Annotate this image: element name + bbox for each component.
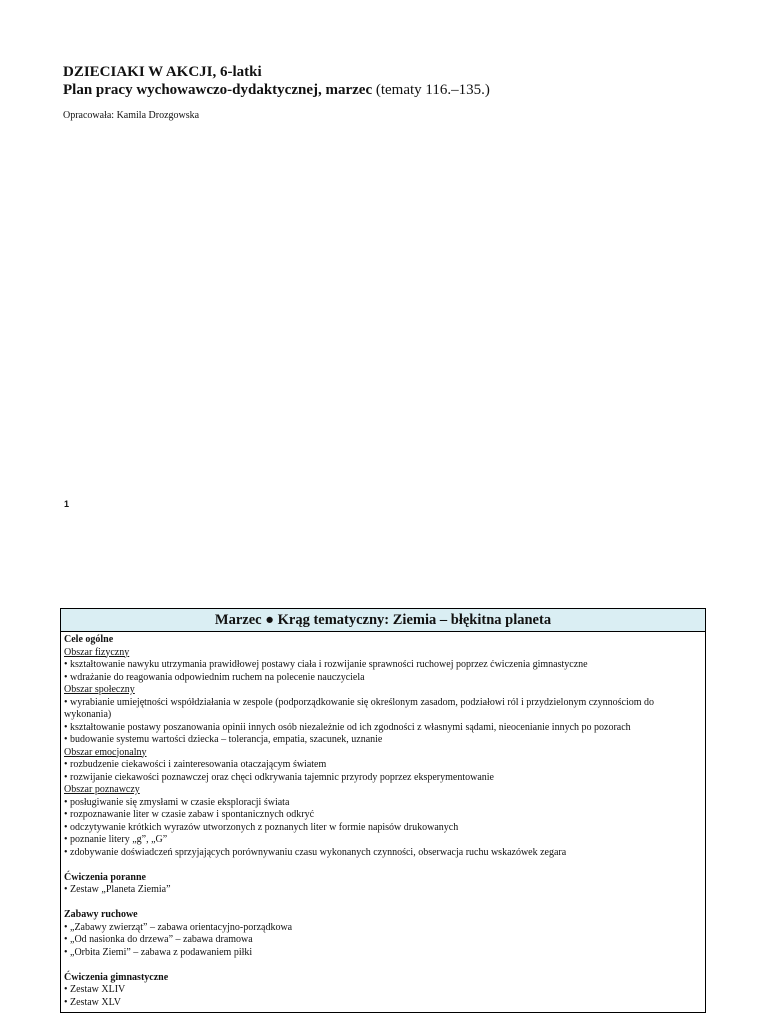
plan-body [61,632,705,1009]
section-spacer [64,859,702,872]
section-spacer [64,897,702,910]
area-title-social: Obszar społeczny [64,684,135,695]
goal-item: • budowanie systemu wartości dziecka – tolerancja, empatia, szacunek, uznanie [64,734,383,745]
goal-item: • rozbudzenie ciekawości i zainteresowania otaczającym światem [64,759,327,770]
area-title-cognitive: Obszar poznawczy [64,784,140,795]
goal-item: • rozpoznawanie liter w czasie zabaw i spontanicznych odkryć [64,809,315,820]
list-item: • „Orbita Ziemi” – zabawa z podawaniem piłki [64,946,253,958]
area-title-physical: Obszar fizyczny [64,646,130,658]
subtitle-topics: (tematy 116.–135.) [372,82,490,98]
goal-item: • poznanie litery „g”, „G” [64,834,168,845]
goal-item: • posługiwanie się zmysłami w czasie eksploracji świata [64,796,290,808]
area-title-emotional: Obszar emocjonalny [64,746,147,758]
list-item: • Zestaw XLIV [64,984,126,995]
goal-item: • wyrabianie umiejętności współdziałania w zespole (podporządkowanie się określonym zasadom, podziałowi ról i przydzielonym czynnościom do wykonania) [64,696,654,720]
section-spacer [64,959,702,972]
goal-item: • zdobywanie doświadczeń sprzyjających porównywaniu czasu wykonanych czynności, obserwacja ruchu wskazówek zegara [64,846,567,858]
document-subtitle [63,82,490,99]
author-line: Opracowała: Kamila Drozgowska [63,110,200,121]
page-number: 1 [64,499,70,509]
goal-item: • rozwijanie ciekawości poznawczej oraz chęci odkrywania tajemnic przyrody poprzez eksperymentowanie [64,771,494,783]
general-goals-title: Cele ogólne [64,634,114,645]
document-title: DZIECIAKI W AKCJI, 6-latki [63,64,262,80]
list-item: • „Od nasionka do drzewa” – zabawa dramowa [64,934,253,945]
goal-item: • wdrażanie do reagowania odpowiednim ruchem na polecenie nauczyciela [64,671,365,683]
plan-table [60,608,706,1013]
goal-item: • kształtowanie nawyku utrzymania prawidłowej postawy ciała i rozwijanie sprawności ruchowej poprzez ćwiczenia gimnastyczne [64,659,588,670]
list-item: • Zestaw „Planeta Ziemia” [64,884,171,895]
list-item: • „Zabawy zwierząt” – zabawa orientacyjno-porządkowa [64,921,293,933]
gymnastics-title: Ćwiczenia gimnastyczne [64,971,169,983]
goal-item: • odczytywanie krótkich wyrazów utworzonych z poznanych liter w formie napisów drukowanych [64,821,459,833]
plan-header: Marzec ● Krąg tematyczny: Ziemia – błękitna planeta [61,609,705,632]
list-item: • Zestaw XLV [64,996,122,1008]
movement-games-title: Zabawy ruchowe [64,909,138,920]
goal-item: • kształtowanie postawy poszanowania opinii innych osób niezależnie od ich zgodności z własnymi sądami, nieocenianie innych po pozorach [64,721,631,733]
morning-exercises-title: Ćwiczenia poranne [64,871,146,883]
subtitle-main: Plan pracy wychowawczo-dydaktycznej, marzec [63,82,373,98]
